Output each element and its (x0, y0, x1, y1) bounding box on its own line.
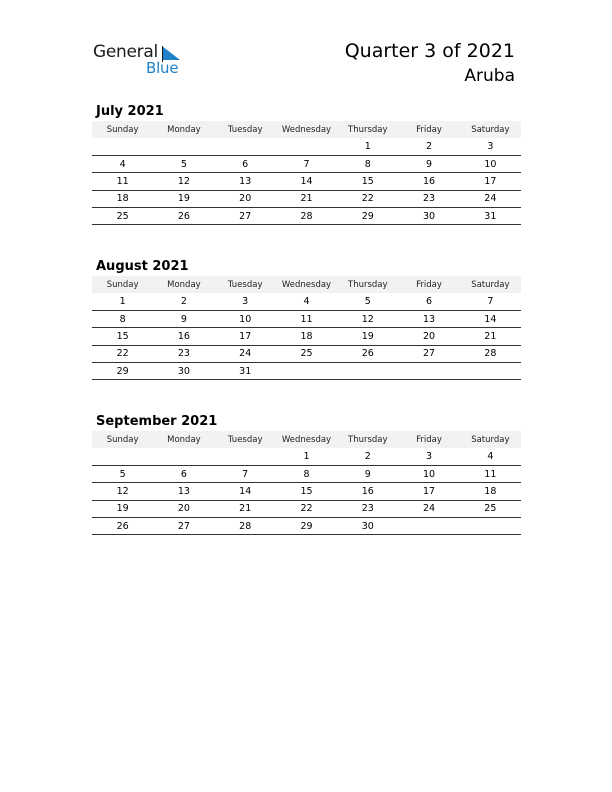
week-row (92, 155, 521, 172)
weekday-header-row (92, 121, 521, 138)
logo-text-blue: Blue (146, 59, 179, 77)
month-calendar (92, 103, 521, 225)
day-cell: 20 (215, 190, 276, 207)
day-cell: 14 (276, 173, 337, 190)
day-cell: 11 (460, 465, 521, 482)
day-cell: 2 (153, 293, 214, 310)
weekday-label: Monday (153, 121, 214, 138)
day-cell: 27 (153, 518, 214, 535)
week-row (92, 448, 521, 465)
day-cell: 15 (276, 483, 337, 500)
weekday-label: Wednesday (276, 121, 337, 138)
day-cell (276, 363, 337, 380)
day-cell: 22 (92, 345, 153, 362)
month-title: August 2021 (96, 259, 189, 274)
page-title: Quarter 3 of 2021 (344, 40, 515, 62)
day-cell: 12 (337, 310, 398, 327)
day-cell: 23 (153, 345, 214, 362)
day-cell: 13 (398, 310, 459, 327)
day-cell: 21 (276, 190, 337, 207)
week-row (92, 208, 521, 225)
day-cell: 6 (153, 465, 214, 482)
day-cell: 10 (460, 155, 521, 172)
day-cell: 3 (215, 293, 276, 310)
weekday-label: Saturday (460, 121, 521, 138)
month-grid (92, 121, 521, 225)
day-cell: 7 (215, 465, 276, 482)
month-title: July 2021 (96, 104, 164, 119)
day-cell: 22 (337, 190, 398, 207)
day-cell: 28 (215, 518, 276, 535)
day-cell: 30 (337, 518, 398, 535)
weekday-header-row (92, 276, 521, 293)
weekday-label: Saturday (460, 276, 521, 293)
day-cell: 15 (337, 173, 398, 190)
weekday-label: Saturday (460, 431, 521, 448)
day-cell (92, 138, 153, 155)
logo-text-general: General (93, 42, 158, 62)
day-cell: 2 (398, 138, 459, 155)
month-calendar (92, 413, 521, 535)
day-cell: 5 (153, 155, 214, 172)
day-cell: 15 (92, 328, 153, 345)
weekday-label: Sunday (92, 121, 153, 138)
day-cell: 26 (153, 208, 214, 225)
day-cell: 4 (276, 293, 337, 310)
weekday-label: Friday (398, 121, 459, 138)
day-cell: 1 (92, 293, 153, 310)
week-row (92, 328, 521, 345)
day-cell: 26 (92, 518, 153, 535)
day-cell: 8 (337, 155, 398, 172)
weekday-label: Tuesday (215, 276, 276, 293)
generalblue-logo (93, 42, 193, 78)
day-cell: 10 (215, 310, 276, 327)
day-cell: 17 (398, 483, 459, 500)
day-cell: 20 (398, 328, 459, 345)
day-cell: 7 (276, 155, 337, 172)
day-cell: 26 (337, 345, 398, 362)
week-row (92, 483, 521, 500)
country-name: Aruba (464, 66, 515, 86)
day-cell: 13 (215, 173, 276, 190)
day-cell (337, 363, 398, 380)
day-cell (460, 363, 521, 380)
day-cell: 19 (153, 190, 214, 207)
month-title: September 2021 (96, 414, 218, 429)
day-cell: 20 (153, 500, 214, 517)
day-cell: 17 (215, 328, 276, 345)
day-cell: 8 (92, 310, 153, 327)
week-row (92, 363, 521, 380)
month-grid (92, 431, 521, 535)
day-cell: 29 (276, 518, 337, 535)
day-cell (92, 448, 153, 465)
month-grid (92, 276, 521, 380)
weekday-label: Wednesday (276, 276, 337, 293)
weekday-label: Thursday (337, 121, 398, 138)
day-cell: 14 (460, 310, 521, 327)
day-cell: 24 (460, 190, 521, 207)
day-cell: 25 (92, 208, 153, 225)
day-cell (215, 448, 276, 465)
day-cell (215, 138, 276, 155)
day-cell: 27 (215, 208, 276, 225)
day-cell: 28 (460, 345, 521, 362)
day-cell: 29 (337, 208, 398, 225)
day-cell: 4 (460, 448, 521, 465)
week-row (92, 500, 521, 517)
day-cell: 23 (398, 190, 459, 207)
day-cell: 16 (398, 173, 459, 190)
week-row (92, 518, 521, 535)
week-row (92, 293, 521, 310)
day-cell: 29 (92, 363, 153, 380)
weekday-label: Thursday (337, 276, 398, 293)
day-cell (153, 448, 214, 465)
day-cell: 18 (92, 190, 153, 207)
day-cell: 25 (460, 500, 521, 517)
day-cell: 10 (398, 465, 459, 482)
day-cell: 30 (398, 208, 459, 225)
day-cell: 6 (398, 293, 459, 310)
day-cell: 30 (153, 363, 214, 380)
week-row (92, 310, 521, 327)
day-cell: 12 (153, 173, 214, 190)
week-row (92, 190, 521, 207)
day-cell: 28 (276, 208, 337, 225)
day-cell: 1 (337, 138, 398, 155)
day-cell: 1 (276, 448, 337, 465)
weekday-label: Wednesday (276, 431, 337, 448)
day-cell (460, 518, 521, 535)
day-cell: 9 (153, 310, 214, 327)
day-cell: 13 (153, 483, 214, 500)
day-cell (153, 138, 214, 155)
weekday-label: Monday (153, 431, 214, 448)
weekday-label: Tuesday (215, 121, 276, 138)
day-cell: 11 (276, 310, 337, 327)
week-row (92, 345, 521, 362)
day-cell: 12 (92, 483, 153, 500)
day-cell: 14 (215, 483, 276, 500)
day-cell: 31 (460, 208, 521, 225)
weekday-label: Monday (153, 276, 214, 293)
week-row (92, 138, 521, 155)
day-cell: 2 (337, 448, 398, 465)
weekday-label: Sunday (92, 276, 153, 293)
day-cell: 25 (276, 345, 337, 362)
day-cell: 3 (460, 138, 521, 155)
day-cell: 7 (460, 293, 521, 310)
weekday-label: Friday (398, 276, 459, 293)
day-cell: 9 (398, 155, 459, 172)
day-cell: 4 (92, 155, 153, 172)
day-cell: 23 (337, 500, 398, 517)
day-cell (398, 363, 459, 380)
day-cell: 11 (92, 173, 153, 190)
week-row (92, 173, 521, 190)
day-cell (398, 518, 459, 535)
day-cell: 9 (337, 465, 398, 482)
day-cell: 21 (460, 328, 521, 345)
day-cell: 22 (276, 500, 337, 517)
day-cell: 16 (337, 483, 398, 500)
day-cell: 21 (215, 500, 276, 517)
weekday-label: Friday (398, 431, 459, 448)
day-cell: 27 (398, 345, 459, 362)
day-cell: 16 (153, 328, 214, 345)
day-cell: 6 (215, 155, 276, 172)
day-cell: 5 (337, 293, 398, 310)
day-cell: 18 (460, 483, 521, 500)
day-cell: 5 (92, 465, 153, 482)
day-cell (276, 138, 337, 155)
day-cell: 19 (92, 500, 153, 517)
month-calendar (92, 258, 521, 380)
day-cell: 17 (460, 173, 521, 190)
day-cell: 31 (215, 363, 276, 380)
day-cell: 19 (337, 328, 398, 345)
week-row (92, 465, 521, 482)
day-cell: 18 (276, 328, 337, 345)
weekday-label: Tuesday (215, 431, 276, 448)
day-cell: 3 (398, 448, 459, 465)
day-cell: 24 (215, 345, 276, 362)
day-cell: 8 (276, 465, 337, 482)
day-cell: 24 (398, 500, 459, 517)
weekday-label: Thursday (337, 431, 398, 448)
weekday-header-row (92, 431, 521, 448)
weekday-label: Sunday (92, 431, 153, 448)
